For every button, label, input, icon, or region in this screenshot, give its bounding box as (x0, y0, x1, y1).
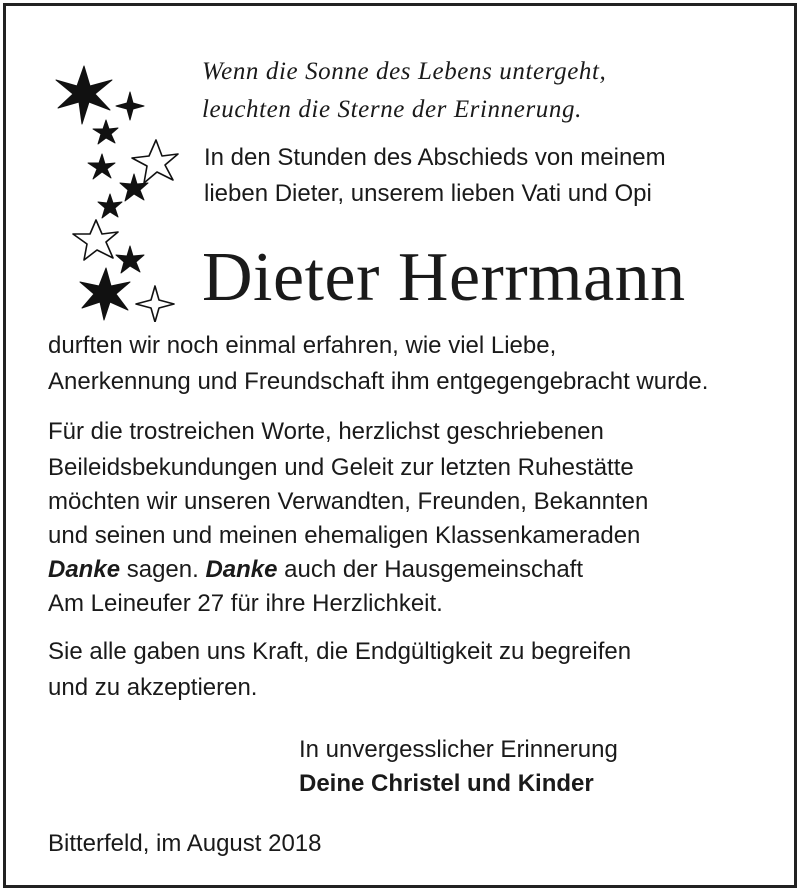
signature-names: Deine Christel und Kinder (299, 770, 594, 797)
sparkle-outline-icon (136, 286, 174, 322)
star-icon (88, 154, 115, 179)
paragraph2-line-2: Beileidsbekundungen und Geleit zur letzten Ruhestätte (48, 454, 634, 481)
intro-line-1: In den Stunden des Abschieds von meinem (204, 144, 666, 171)
paragraph2-line-4: und seinen und meinen ehemaligen Klassenkameraden (48, 522, 641, 549)
poem-line-1: Wenn die Sonne des Lebens untergeht, (202, 58, 607, 85)
place-date: Bitterfeld, im August 2018 (48, 830, 322, 857)
star-icon (93, 120, 118, 144)
star-outline-icon (132, 140, 178, 183)
star-icon (116, 246, 144, 273)
danke-emphasis: Danke (205, 556, 278, 583)
paragraph2-line-5-end: auch der Hausgemeinschaft (277, 556, 584, 583)
obituary-notice (3, 3, 797, 888)
sparkle-icon (116, 92, 144, 120)
signature-line-1: In unvergesslicher Erinnerung (299, 736, 618, 763)
paragraph3-line-2: und zu akzeptieren. (48, 674, 258, 701)
paragraph1-line-2: Anerkennung und Freundschaft ihm entgegengebracht wurde. (48, 368, 709, 395)
star-icon (98, 194, 122, 218)
danke-emphasis: Danke (48, 556, 121, 583)
intro-line-2: lieben Dieter, unserem lieben Vati und Opi (204, 180, 652, 207)
paragraph1-line-1: durften wir noch einmal erfahren, wie viel Liebe, (48, 332, 557, 359)
star-outline-icon (73, 220, 118, 260)
paragraph2-line-5 (48, 556, 583, 584)
deceased-name: Dieter Herrmann (202, 239, 686, 316)
paragraph3-line-1: Sie alle gaben uns Kraft, die Endgültigkeit zu begreifen (48, 638, 632, 665)
poem-line-2: leuchten die Sterne der Erinnerung. (202, 96, 582, 123)
paragraph2-line-1: Für die trostreichen Worte, herzlichst geschriebenen (48, 418, 604, 445)
star-icon (56, 66, 112, 124)
paragraph2-line-6: Am Leineufer 27 für ihre Herzlichkeit. (48, 590, 443, 617)
stars-icon (46, 62, 186, 322)
paragraph2-line-5-mid: sagen. (120, 556, 206, 583)
paragraph2-line-3: möchten wir unseren Verwandten, Freunden, Bekannten (48, 488, 649, 515)
star-icon (80, 268, 130, 320)
star-icon (120, 174, 148, 201)
